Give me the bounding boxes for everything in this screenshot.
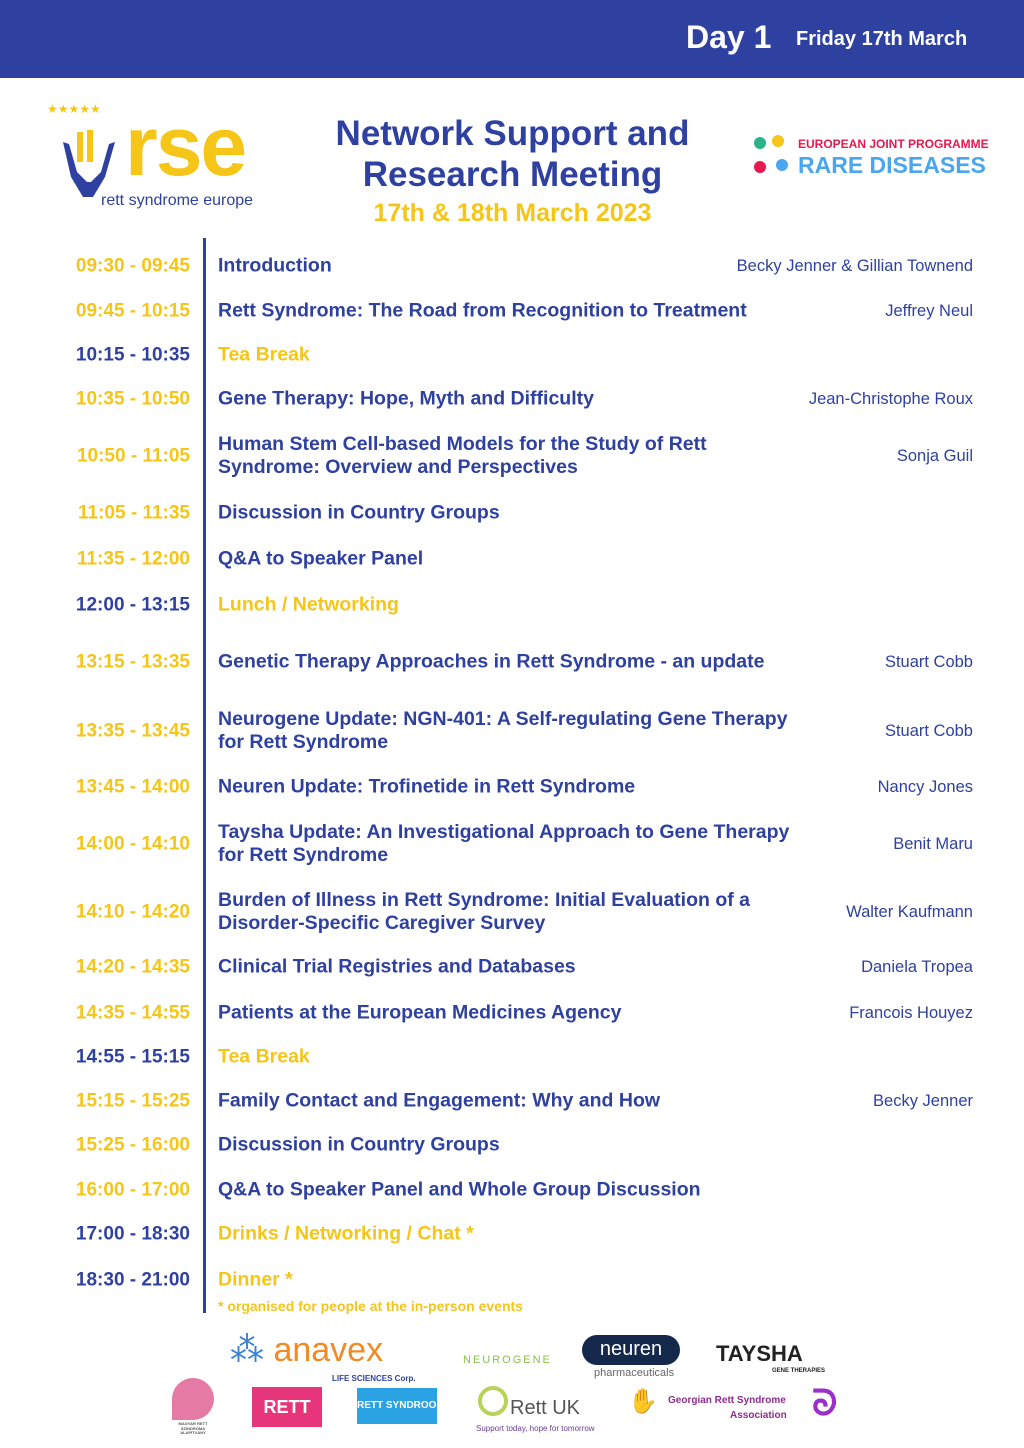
agenda-speaker: Nancy Jones [877, 778, 973, 796]
agenda-title: Q&A to Speaker Panel and Whole Group Discussion [218, 1178, 701, 1201]
agenda-time: 14:35 - 14:55 [75, 1002, 190, 1024]
agenda-title: Patients at the European Medicines Agency [218, 1001, 622, 1024]
title-line: Research Meeting [362, 155, 663, 194]
agenda-time: 15:15 - 15:25 [75, 1090, 190, 1112]
agenda-time: 14:20 - 14:35 [75, 956, 190, 978]
agenda-title: Introduction [218, 254, 332, 277]
date-label: Friday 17th March [796, 28, 968, 50]
agenda-time: 18:30 - 21:00 [75, 1269, 190, 1291]
stars-icon: ★★★★★ [47, 102, 101, 116]
agenda-title: Neurogene Update: NGN-401: A Self-regulating Gene Therapy for Rett Syndrome [218, 708, 788, 753]
agenda-time: 11:05 - 11:35 [78, 502, 190, 524]
agenda-title: Drinks / Networking / Chat * [218, 1222, 474, 1245]
agenda-time: 13:45 - 14:00 [75, 776, 190, 798]
agenda-title: Neuren Update: Trofinetide in Rett Syndrome [218, 775, 636, 798]
people-icon [752, 135, 794, 180]
agenda-time: 17:00 - 18:30 [75, 1223, 190, 1245]
agenda-time: 09:30 - 09:45 [75, 255, 190, 277]
agenda-title: Gene Therapy: Hope, Myth and Difficulty [218, 387, 594, 410]
agenda-time: 14:55 - 15:15 [75, 1046, 190, 1068]
agenda-title: Taysha Update: An Investigational Approach to Gene Therapy for Rett Syndrome [218, 821, 790, 866]
event-dates: 17th & 18th March 2023 [373, 199, 652, 227]
rett-uk-sub: Support today, hope for tomorrow [476, 1424, 595, 1433]
neuren-logo: neuren [582, 1335, 680, 1365]
magyar-logo: MAGYAR RETT SZINDRÓMA ALAPÍTVÁNY [178, 1421, 208, 1436]
agenda-speaker: Jean-Christophe Roux [808, 390, 973, 408]
agenda-time: 15:25 - 16:00 [75, 1134, 190, 1156]
divider-line [203, 238, 206, 1313]
page-title [290, 113, 735, 195]
agenda-time: 09:45 - 10:15 [75, 300, 190, 322]
rett-uk-icon [478, 1386, 508, 1416]
agenda-title: Human Stem Cell-based Models for the Study of Rett Syndrome: Overview and Perspectives [218, 433, 707, 478]
agenda-title: Tea Break [218, 1045, 310, 1068]
rse-wordmark: rse [125, 99, 246, 193]
georgian-logo: Georgian Rett Syndrome [668, 1395, 786, 1406]
nl-rett-logo: RETT SYNDROOM [357, 1388, 437, 1424]
agenda-title: Discussion in Country Groups [218, 501, 500, 524]
agenda-time: 11:35 - 12:00 [76, 548, 190, 570]
ejp-line2: RARE DISEASES [798, 152, 986, 178]
agenda-speaker: Stuart Cobb [884, 722, 973, 740]
rett-logo: RETT [252, 1387, 322, 1427]
agenda-speaker: Benit Maru [893, 835, 973, 853]
agenda-time: 13:35 - 13:45 [75, 720, 190, 742]
ejp-logo [752, 135, 992, 180]
agenda-speaker: Stuart Cobb [884, 653, 973, 671]
agenda-time: 13:15 - 13:35 [75, 651, 190, 673]
agenda-speaker: Becky Jenner [873, 1092, 973, 1110]
footnote: * organised for people at the in-person events [218, 1298, 523, 1314]
ejp-line1: EUROPEAN JOINT PROGRAMME [798, 137, 989, 151]
dna-logo-icon: ᘐ [812, 1382, 838, 1423]
agenda-title: Dinner * [218, 1268, 293, 1291]
agenda-title: Family Contact and Engagement: Why and How [218, 1089, 661, 1112]
rett-uk-logo: Rett UK [510, 1397, 581, 1419]
agenda-speaker: Francois Houyez [849, 1004, 973, 1022]
agenda-time: 12:00 - 13:15 [75, 594, 190, 616]
agenda-speaker: Sonja Guil [896, 447, 973, 465]
day-label: Day 1 [686, 19, 772, 55]
agenda-title: Genetic Therapy Approaches in Rett Syndrome - an update [218, 650, 765, 673]
agenda-time: 10:35 - 10:50 [75, 388, 190, 410]
rse-subtitle: rett syndrome europe [101, 192, 254, 209]
taysha-logo: TAYSHA [716, 1341, 803, 1366]
agenda-speaker: Becky Jenner & Gillian Townend [736, 257, 973, 275]
agenda-title: Q&A to Speaker Panel [218, 547, 424, 570]
neuren-sub: pharmaceuticals [594, 1367, 675, 1379]
title-line: Network Support and [335, 114, 690, 153]
magyar-logo-icon [172, 1378, 214, 1420]
agenda-title: Burden of Illness in Rett Syndrome: Initial Evaluation of a Disorder-Specific Caregiver Survey [218, 889, 750, 934]
taysha-sub: GENE THERAPIES [772, 1368, 826, 1374]
header-bar [0, 0, 1024, 78]
neurogene-logo: NEUROGENE [463, 1354, 552, 1366]
agenda-time: 10:15 - 10:35 [75, 344, 190, 366]
agenda-title: Tea Break [218, 343, 310, 366]
agenda-time: 10:50 - 11:05 [76, 445, 190, 467]
agenda-title: Lunch / Networking [218, 593, 399, 616]
anavex-name: anavex [273, 1331, 384, 1369]
agenda-speaker: Jeffrey Neul [885, 302, 973, 320]
agenda-speaker: Daniela Tropea [861, 958, 973, 976]
anavex-logo [230, 1331, 383, 1370]
agenda-speaker: Walter Kaufmann [846, 903, 973, 921]
agenda-title: Clinical Trial Registries and Databases [218, 955, 576, 978]
agenda-title: Discussion in Country Groups [218, 1133, 500, 1156]
hands-logo-icon: ✋ [628, 1388, 658, 1415]
georgian-sub: Association [730, 1410, 787, 1421]
agenda-time: 16:00 - 17:00 [75, 1179, 190, 1201]
agenda-time: 14:10 - 14:20 [75, 901, 190, 923]
rse-logo [45, 100, 285, 215]
agenda-title: Rett Syndrome: The Road from Recognition to Treatment [218, 299, 747, 322]
hands-icon [53, 122, 123, 202]
agenda-time: 14:00 - 14:10 [75, 833, 190, 855]
anavex-icon: ⁂ [230, 1331, 274, 1369]
anavex-sub: LIFE SCIENCES Corp. [332, 1374, 416, 1383]
